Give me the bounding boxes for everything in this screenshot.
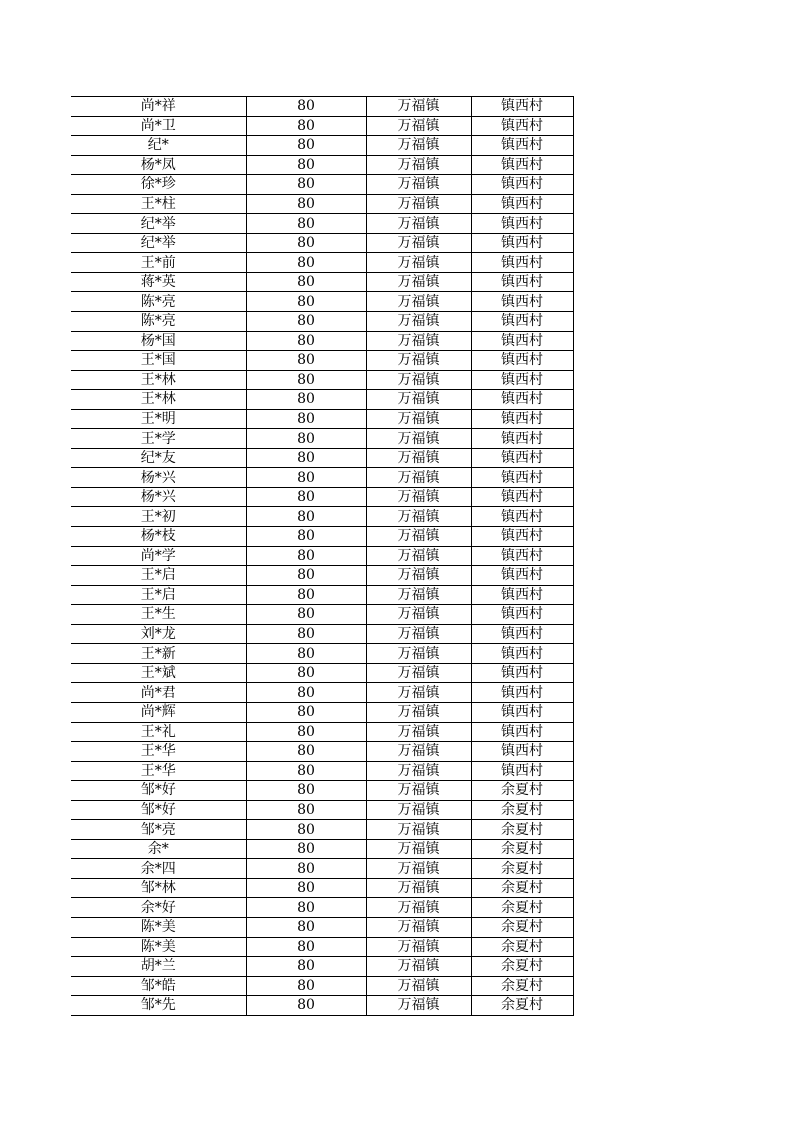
table-row (71, 312, 573, 332)
amount-cell: 80 (246, 468, 366, 488)
name-cell: 王*华 (71, 742, 246, 762)
village-cell: 镇西村 (471, 468, 573, 488)
name-cell: 尚*君 (71, 683, 246, 703)
name-cell: 杨*国 (71, 331, 246, 351)
name-cell: 邹*皓 (71, 976, 246, 996)
table-row (71, 585, 573, 605)
town-cell: 万福镇 (366, 487, 471, 507)
name-cell: 徐*珍 (71, 175, 246, 195)
town-cell: 万福镇 (366, 468, 471, 488)
town-cell: 万福镇 (366, 136, 471, 156)
amount-cell: 80 (246, 702, 366, 722)
amount-cell: 80 (246, 409, 366, 429)
village-cell: 余夏村 (471, 937, 573, 957)
table-row (71, 742, 573, 762)
amount-cell: 80 (246, 566, 366, 586)
village-cell: 镇西村 (471, 566, 573, 586)
table-row (71, 898, 573, 918)
table-row (71, 566, 573, 586)
amount-cell: 80 (246, 683, 366, 703)
name-cell: 陈*美 (71, 917, 246, 937)
amount-cell: 80 (246, 507, 366, 527)
name-cell: 王*初 (71, 507, 246, 527)
name-cell: 邹*好 (71, 781, 246, 801)
village-cell: 镇西村 (471, 702, 573, 722)
name-cell: 杨*枝 (71, 527, 246, 547)
name-cell: 蒋*英 (71, 272, 246, 292)
amount-cell: 80 (246, 957, 366, 977)
village-cell: 镇西村 (471, 683, 573, 703)
name-cell: 王*新 (71, 644, 246, 664)
town-cell: 万福镇 (366, 253, 471, 273)
name-cell: 纪*举 (71, 214, 246, 234)
village-cell: 镇西村 (471, 194, 573, 214)
table-row (71, 702, 573, 722)
table-row (71, 996, 573, 1016)
amount-cell: 80 (246, 624, 366, 644)
village-cell: 镇西村 (471, 527, 573, 547)
name-cell: 余*四 (71, 859, 246, 879)
town-cell: 万福镇 (366, 194, 471, 214)
name-cell: 王*学 (71, 429, 246, 449)
town-cell: 万福镇 (366, 663, 471, 683)
village-cell: 镇西村 (471, 507, 573, 527)
town-cell: 万福镇 (366, 527, 471, 547)
town-cell: 万福镇 (366, 683, 471, 703)
town-cell: 万福镇 (366, 996, 471, 1016)
amount-cell: 80 (246, 312, 366, 332)
table-row (71, 468, 573, 488)
table-row (71, 409, 573, 429)
name-cell: 王*林 (71, 390, 246, 410)
village-cell: 余夏村 (471, 839, 573, 859)
village-cell: 镇西村 (471, 214, 573, 234)
table-row (71, 839, 573, 859)
name-cell: 王*国 (71, 351, 246, 371)
name-cell: 胡*兰 (71, 957, 246, 977)
name-cell: 余*好 (71, 898, 246, 918)
town-cell: 万福镇 (366, 233, 471, 253)
town-cell: 万福镇 (366, 820, 471, 840)
village-cell: 镇西村 (471, 663, 573, 683)
amount-cell: 80 (246, 272, 366, 292)
table-row (71, 97, 573, 117)
name-cell: 杨*凤 (71, 155, 246, 175)
village-cell: 镇西村 (471, 409, 573, 429)
table-row (71, 272, 573, 292)
name-cell: 王*柱 (71, 194, 246, 214)
town-cell: 万福镇 (366, 781, 471, 801)
town-cell: 万福镇 (366, 722, 471, 742)
table-row (71, 136, 573, 156)
table-row (71, 175, 573, 195)
name-cell: 邹*好 (71, 800, 246, 820)
village-cell: 镇西村 (471, 644, 573, 664)
table-row (71, 116, 573, 136)
table-row (71, 663, 573, 683)
table-row (71, 194, 573, 214)
amount-cell: 80 (246, 644, 366, 664)
name-cell: 纪*友 (71, 448, 246, 468)
town-cell: 万福镇 (366, 566, 471, 586)
table-row (71, 937, 573, 957)
amount-cell: 80 (246, 996, 366, 1016)
table-row (71, 155, 573, 175)
name-cell: 刘*龙 (71, 624, 246, 644)
amount-cell: 80 (246, 292, 366, 312)
town-cell: 万福镇 (366, 214, 471, 234)
name-cell: 纪* (71, 136, 246, 156)
amount-cell: 80 (246, 136, 366, 156)
name-cell: 陈*亮 (71, 292, 246, 312)
town-cell: 万福镇 (366, 800, 471, 820)
table-row (71, 292, 573, 312)
town-cell: 万福镇 (366, 351, 471, 371)
table-row (71, 976, 573, 996)
town-cell: 万福镇 (366, 429, 471, 449)
village-cell: 镇西村 (471, 761, 573, 781)
town-cell: 万福镇 (366, 742, 471, 762)
town-cell: 万福镇 (366, 292, 471, 312)
town-cell: 万福镇 (366, 644, 471, 664)
town-cell: 万福镇 (366, 409, 471, 429)
village-cell: 镇西村 (471, 253, 573, 273)
village-cell: 镇西村 (471, 292, 573, 312)
table-body (71, 97, 573, 1016)
amount-cell: 80 (246, 859, 366, 879)
amount-cell: 80 (246, 370, 366, 390)
village-cell: 余夏村 (471, 820, 573, 840)
town-cell: 万福镇 (366, 97, 471, 117)
amount-cell: 80 (246, 448, 366, 468)
village-cell: 镇西村 (471, 233, 573, 253)
town-cell: 万福镇 (366, 175, 471, 195)
table-row (71, 800, 573, 820)
table-row (71, 448, 573, 468)
village-cell: 余夏村 (471, 781, 573, 801)
amount-cell: 80 (246, 175, 366, 195)
amount-cell: 80 (246, 116, 366, 136)
amount-cell: 80 (246, 898, 366, 918)
town-cell: 万福镇 (366, 390, 471, 410)
village-cell: 镇西村 (471, 370, 573, 390)
table-row (71, 390, 573, 410)
table-row (71, 917, 573, 937)
amount-cell: 80 (246, 976, 366, 996)
town-cell: 万福镇 (366, 448, 471, 468)
table-row (71, 683, 573, 703)
town-cell: 万福镇 (366, 937, 471, 957)
town-cell: 万福镇 (366, 312, 471, 332)
name-cell: 杨*兴 (71, 487, 246, 507)
data-table (71, 96, 574, 1016)
village-cell: 镇西村 (471, 351, 573, 371)
village-cell: 镇西村 (471, 585, 573, 605)
town-cell: 万福镇 (366, 878, 471, 898)
table-row (71, 351, 573, 371)
name-cell: 陈*亮 (71, 312, 246, 332)
village-cell: 余夏村 (471, 878, 573, 898)
town-cell: 万福镇 (366, 507, 471, 527)
village-cell: 镇西村 (471, 390, 573, 410)
town-cell: 万福镇 (366, 917, 471, 937)
village-cell: 余夏村 (471, 859, 573, 879)
amount-cell: 80 (246, 233, 366, 253)
name-cell: 邹*亮 (71, 820, 246, 840)
table-row (71, 722, 573, 742)
table-row (71, 214, 573, 234)
amount-cell: 80 (246, 878, 366, 898)
village-cell: 镇西村 (471, 331, 573, 351)
amount-cell: 80 (246, 351, 366, 371)
name-cell: 邹*林 (71, 878, 246, 898)
town-cell: 万福镇 (366, 605, 471, 625)
amount-cell: 80 (246, 820, 366, 840)
name-cell: 纪*举 (71, 233, 246, 253)
town-cell: 万福镇 (366, 839, 471, 859)
town-cell: 万福镇 (366, 761, 471, 781)
town-cell: 万福镇 (366, 898, 471, 918)
amount-cell: 80 (246, 761, 366, 781)
village-cell: 镇西村 (471, 487, 573, 507)
village-cell: 镇西村 (471, 448, 573, 468)
village-cell: 余夏村 (471, 800, 573, 820)
amount-cell: 80 (246, 390, 366, 410)
amount-cell: 80 (246, 917, 366, 937)
table-row (71, 487, 573, 507)
village-cell: 镇西村 (471, 272, 573, 292)
village-cell: 镇西村 (471, 546, 573, 566)
town-cell: 万福镇 (366, 624, 471, 644)
town-cell: 万福镇 (366, 976, 471, 996)
village-cell: 余夏村 (471, 917, 573, 937)
name-cell: 王*斌 (71, 663, 246, 683)
village-cell: 镇西村 (471, 155, 573, 175)
name-cell: 王*礼 (71, 722, 246, 742)
town-cell: 万福镇 (366, 957, 471, 977)
town-cell: 万福镇 (366, 272, 471, 292)
name-cell: 尚*辉 (71, 702, 246, 722)
town-cell: 万福镇 (366, 546, 471, 566)
amount-cell: 80 (246, 194, 366, 214)
table-row (71, 878, 573, 898)
village-cell: 镇西村 (471, 175, 573, 195)
table-row (71, 624, 573, 644)
amount-cell: 80 (246, 937, 366, 957)
amount-cell: 80 (246, 839, 366, 859)
name-cell: 尚*学 (71, 546, 246, 566)
amount-cell: 80 (246, 742, 366, 762)
town-cell: 万福镇 (366, 702, 471, 722)
village-cell: 镇西村 (471, 312, 573, 332)
amount-cell: 80 (246, 527, 366, 547)
amount-cell: 80 (246, 722, 366, 742)
village-cell: 镇西村 (471, 97, 573, 117)
name-cell: 王*生 (71, 605, 246, 625)
amount-cell: 80 (246, 155, 366, 175)
table-row (71, 331, 573, 351)
town-cell: 万福镇 (366, 859, 471, 879)
table-row (71, 546, 573, 566)
amount-cell: 80 (246, 546, 366, 566)
village-cell: 余夏村 (471, 898, 573, 918)
table-row (71, 370, 573, 390)
amount-cell: 80 (246, 663, 366, 683)
amount-cell: 80 (246, 487, 366, 507)
table-row (71, 233, 573, 253)
town-cell: 万福镇 (366, 585, 471, 605)
amount-cell: 80 (246, 97, 366, 117)
village-cell: 镇西村 (471, 429, 573, 449)
name-cell: 陈*美 (71, 937, 246, 957)
town-cell: 万福镇 (366, 331, 471, 351)
name-cell: 王*华 (71, 761, 246, 781)
table-row (71, 761, 573, 781)
name-cell: 余* (71, 839, 246, 859)
village-cell: 余夏村 (471, 996, 573, 1016)
amount-cell: 80 (246, 214, 366, 234)
amount-cell: 80 (246, 429, 366, 449)
village-cell: 余夏村 (471, 957, 573, 977)
village-cell: 镇西村 (471, 624, 573, 644)
table-row (71, 527, 573, 547)
name-cell: 尚*祥 (71, 97, 246, 117)
table-row (71, 781, 573, 801)
amount-cell: 80 (246, 585, 366, 605)
name-cell: 王*明 (71, 409, 246, 429)
name-cell: 杨*兴 (71, 468, 246, 488)
name-cell: 王*林 (71, 370, 246, 390)
table-row (71, 644, 573, 664)
table-row (71, 253, 573, 273)
town-cell: 万福镇 (366, 155, 471, 175)
name-cell: 王*启 (71, 585, 246, 605)
amount-cell: 80 (246, 781, 366, 801)
table-row (71, 429, 573, 449)
table-row (71, 605, 573, 625)
table-row (71, 820, 573, 840)
village-cell: 镇西村 (471, 136, 573, 156)
name-cell: 王*前 (71, 253, 246, 273)
name-cell: 邹*先 (71, 996, 246, 1016)
table-row (71, 859, 573, 879)
table-row (71, 957, 573, 977)
amount-cell: 80 (246, 800, 366, 820)
town-cell: 万福镇 (366, 370, 471, 390)
village-cell: 镇西村 (471, 722, 573, 742)
amount-cell: 80 (246, 331, 366, 351)
town-cell: 万福镇 (366, 116, 471, 136)
name-cell: 王*启 (71, 566, 246, 586)
name-cell: 尚*卫 (71, 116, 246, 136)
village-cell: 镇西村 (471, 605, 573, 625)
village-cell: 余夏村 (471, 976, 573, 996)
table-row (71, 507, 573, 527)
village-cell: 镇西村 (471, 742, 573, 762)
village-cell: 镇西村 (471, 116, 573, 136)
amount-cell: 80 (246, 253, 366, 273)
amount-cell: 80 (246, 605, 366, 625)
